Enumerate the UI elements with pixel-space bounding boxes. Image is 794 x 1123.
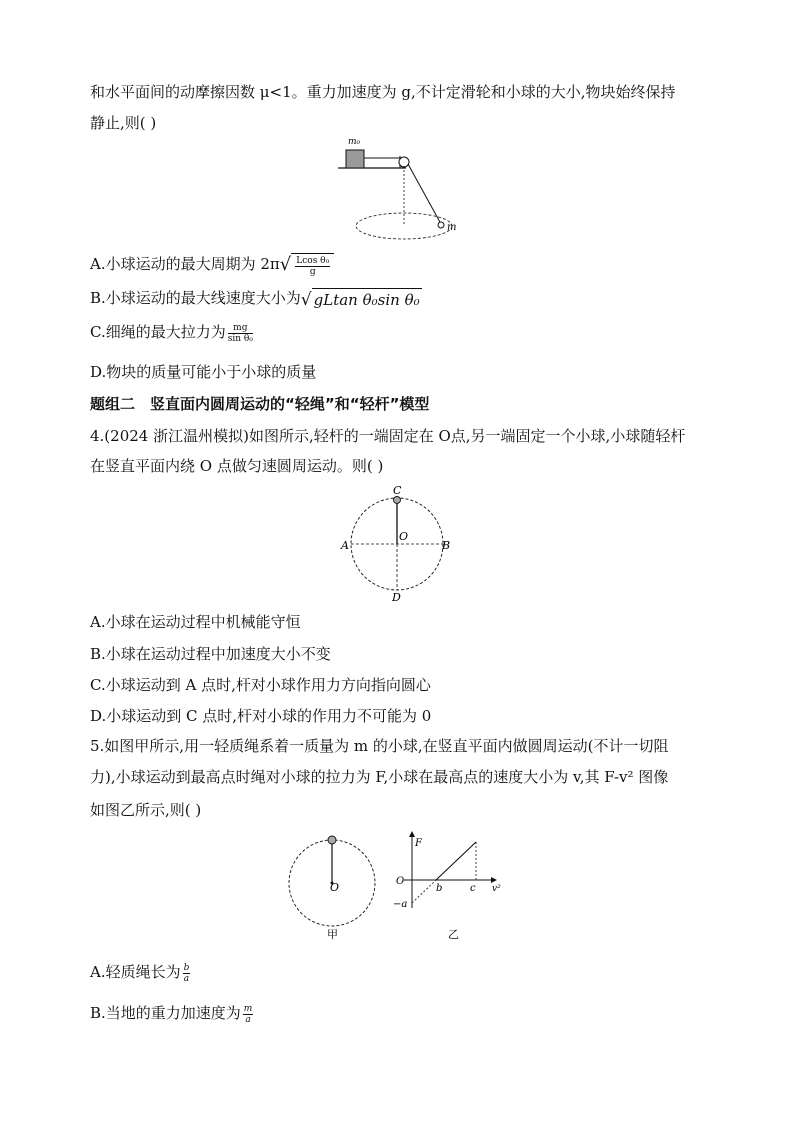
q5-option-b-text: B.当地的重力加速度为 [90,1004,241,1022]
q3-option-b-text: B.小球运动的最大线速度大小为 [90,289,301,307]
axis-f: F [415,838,422,849]
q3-option-a: A.小球运动的最大周期为 2π√ $\frac{\text{Lcos θ₀}}{g}$ [90,253,334,277]
q5-option-a [90,962,192,984]
label-o: O [330,881,340,894]
label-d: D [392,591,401,604]
label-a: A [341,539,349,552]
caption-right: 乙 [448,928,459,941]
q4-stem-line1: 4.(2024 浙江温州模拟)如图所示,轻杆的一端固定在 O点,另一端固定一个小球,小球随轻杆 [90,427,686,445]
q4-option-d: D.小球运动到 C 点时,杆对小球的作用力不可能为 0 [90,707,432,725]
label-m0: m₀ [348,137,361,147]
label-neg-a: −a [393,899,408,910]
q3-figure [330,130,470,245]
q5-stem-line1: 5.如图甲所示,用一轻质绳系着一质量为 m 的小球,在竖直平面内做圆周运动(不计一切阻 [90,737,669,755]
ball [394,497,401,504]
ball-m [438,222,444,228]
q4-option-a: A.小球在运动过程中机械能守恒 [90,613,301,631]
q5-stem-line3: 如图乙所示,则( ) [90,801,202,819]
q5-b-den: a [245,1014,251,1025]
q3-option-c-text: C.细绳的最大拉力为 [90,323,226,341]
label-c: C [393,484,402,497]
q3-stem-line1: 和水平面间的动摩擦因数 μ<1。重力加速度为 g,不计定滑轮和小球的大小,物块始终保持 [90,83,676,101]
q4-figure [338,482,458,604]
q3-option-c [90,322,255,344]
q3-b-radicand: gLtan θ₀sin θ₀ [312,288,422,310]
caption-left: 甲 [327,928,338,941]
q5-option-a-text: A.轻质绳长为 [90,963,181,981]
ball [328,836,336,844]
q3-c-den: sin θ₀ [227,333,253,344]
label-m: m [447,222,457,233]
q4-option-b: B.小球在运动过程中加速度大小不变 [90,645,331,663]
section-title: 题组二 竖直面内圆周运动的“轻绳”和“轻杆”模型 [90,395,430,413]
q5-b-num: m [243,1003,253,1014]
q3-a-num: Lcos θ₀ [296,255,330,266]
q5-figure-right [390,828,510,943]
label-o: O [399,530,409,543]
label-b: b [436,883,443,894]
graph-line [436,842,476,880]
q4-option-c: C.小球运动到 A 点时,杆对小球作用力方向指向圆心 [90,676,431,694]
q5-a-den: a [183,973,190,984]
q4-stem-line2: 在竖直平面内绕 O 点做匀速圆周运动。则( ) [90,457,384,475]
q3-stem-line2: 静止,则( ) [90,114,157,132]
q5-figure-left [285,828,385,943]
label-b: B [442,539,451,552]
q3-option-d: D.物块的质量可能小于小球的质量 [90,363,317,381]
q3-option-a-text: A.小球运动的最大周期为 2π [90,254,280,273]
block-m0 [346,150,364,168]
origin-o: O [396,876,405,887]
q5-a-num: b [183,962,190,973]
q3-a-den: g [309,266,316,277]
q3-c-num: mg [228,323,253,334]
q3-option-b: B.小球运动的最大线速度大小为√ gLtan θ₀sin θ₀ [90,289,420,310]
axis-v2: v² [492,884,501,894]
pulley [399,157,409,167]
label-c: c [470,883,476,894]
q5-stem-line2: 力),小球运动到最高点时绳对小球的拉力为 F,小球在最高点的速度大小为 v,其 F-v² 图像 [90,768,669,786]
q5-option-b [90,1003,255,1025]
